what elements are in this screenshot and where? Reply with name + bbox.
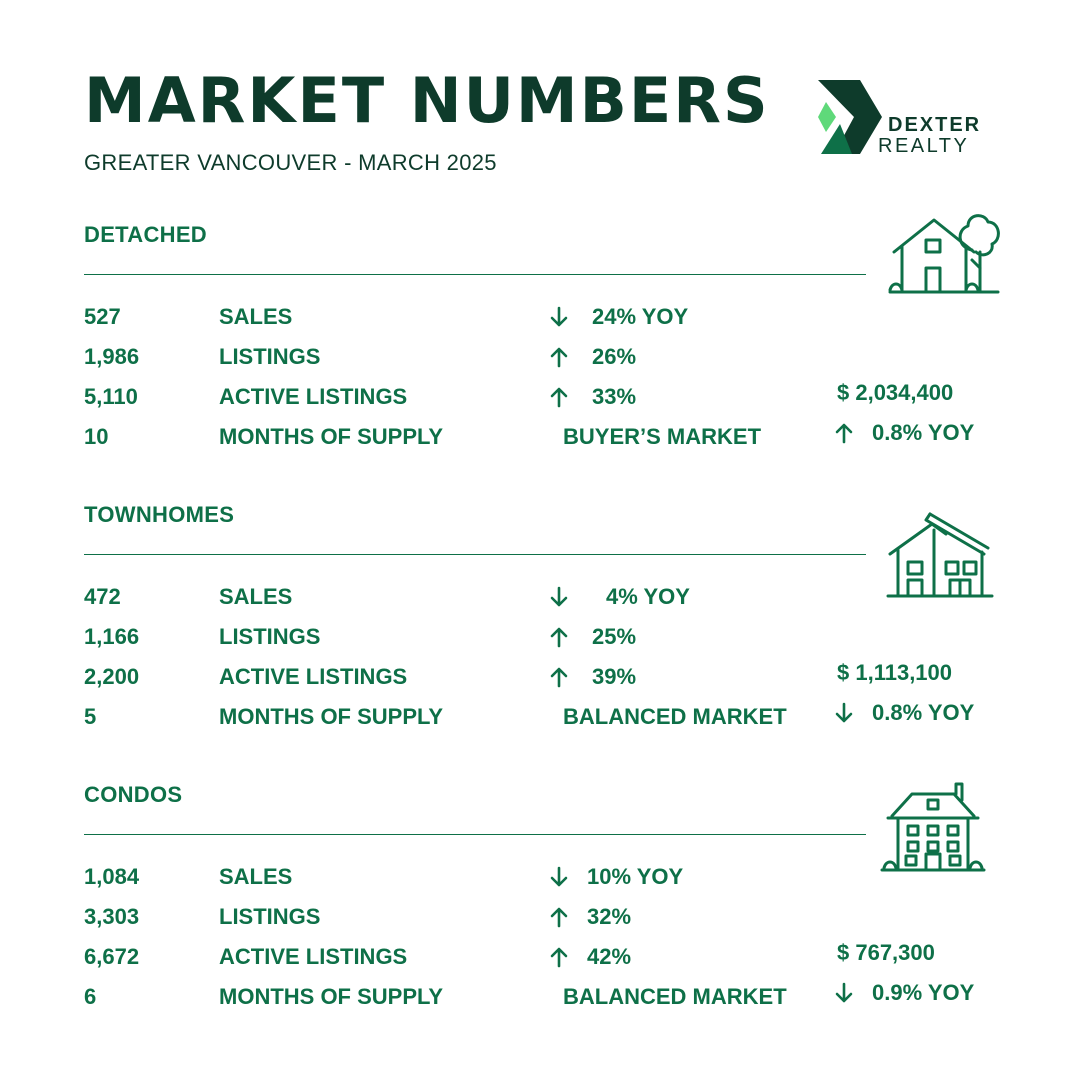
stat-label: ACTIVE LISTINGS — [219, 944, 408, 969]
stat-change: 25% — [592, 624, 637, 649]
stat-value: 10 — [84, 424, 109, 449]
stat-value: 527 — [84, 304, 121, 329]
stat-change: 32% — [587, 904, 632, 929]
logo-word-realty: REALTY — [878, 135, 970, 157]
stat-value: 472 — [84, 584, 121, 609]
arrow-up-icon — [548, 382, 570, 412]
arrow-down-icon — [548, 302, 570, 332]
benchmark-price: $ 2,034,400 — [837, 380, 954, 405]
arrow-down-icon — [548, 862, 570, 892]
stat-label: SALES — [219, 584, 293, 609]
stat-label: ACTIVE LISTINGS — [219, 664, 408, 689]
arrow-down-icon — [833, 978, 855, 1008]
dexter-logo-mark-icon — [818, 80, 884, 156]
page-title: MARKET NUMBERS — [84, 64, 770, 137]
section-divider — [84, 554, 866, 555]
stat-value: 5,110 — [84, 384, 138, 409]
stat-label: LISTINGS — [219, 624, 321, 649]
section-detached — [84, 222, 1014, 462]
stat-label: LISTINGS — [219, 904, 321, 929]
stat-value: 6 — [84, 984, 97, 1009]
arrow-up-icon — [548, 622, 570, 652]
arrow-up-icon — [548, 342, 570, 372]
arrow-up-icon — [548, 942, 570, 972]
stat-change: 39% — [592, 664, 637, 689]
stat-value: 1,084 — [84, 864, 140, 889]
section-divider — [84, 834, 866, 835]
stat-value: 3,303 — [84, 904, 140, 929]
section-title: CONDOS — [84, 782, 183, 807]
section-title: TOWNHOMES — [84, 502, 235, 527]
townhouse-icon — [886, 510, 994, 600]
apartment-building-icon — [880, 782, 986, 874]
arrow-up-icon — [548, 662, 570, 692]
stat-label: LISTINGS — [219, 344, 321, 369]
section-condos — [84, 782, 1014, 1022]
stat-value: 1,986 — [84, 344, 140, 369]
logo-word-dexter: DEXTER — [888, 114, 982, 136]
stat-label: ACTIVE LISTINGS — [219, 384, 408, 409]
market-condition: BUYER’S MARKET — [563, 424, 762, 449]
stat-label: MONTHS OF SUPPLY — [219, 424, 444, 449]
benchmark-change: 0.8% YOY — [872, 420, 975, 445]
benchmark-price: $ 1,113,100 — [837, 660, 953, 685]
stat-change: 4% YOY — [606, 584, 690, 609]
section-divider — [84, 274, 866, 275]
stat-label: SALES — [219, 304, 293, 329]
stat-change: 26% — [592, 344, 637, 369]
stat-change: 42% — [587, 944, 632, 969]
market-condition: BALANCED MARKET — [563, 984, 787, 1009]
section-townhomes — [84, 502, 1014, 742]
stat-change: 10% YOY — [587, 864, 684, 889]
stat-change: 24% YOY — [592, 304, 689, 329]
stat-label: SALES — [219, 864, 293, 889]
stat-value: 5 — [84, 704, 97, 729]
stat-label: MONTHS OF SUPPLY — [219, 704, 444, 729]
benchmark-price: $ 767,300 — [837, 940, 935, 965]
benchmark-change: 0.8% YOY — [872, 700, 975, 725]
arrow-up-icon — [833, 418, 855, 448]
dexter-realty-logo — [818, 80, 998, 160]
benchmark-change: 0.9% YOY — [872, 980, 975, 1005]
stat-change: 33% — [592, 384, 637, 409]
stat-value: 1,166 — [84, 624, 140, 649]
arrow-down-icon — [833, 698, 855, 728]
house-with-tree-icon — [888, 210, 1000, 296]
market-condition: BALANCED MARKET — [563, 704, 787, 729]
page-subtitle: GREATER VANCOUVER - MARCH 2025 — [84, 150, 497, 175]
stat-value: 6,672 — [84, 944, 140, 969]
stat-label: MONTHS OF SUPPLY — [219, 984, 444, 1009]
arrow-down-icon — [548, 582, 570, 612]
section-title: DETACHED — [84, 222, 207, 247]
arrow-up-icon — [548, 902, 570, 932]
stat-value: 2,200 — [84, 664, 140, 689]
